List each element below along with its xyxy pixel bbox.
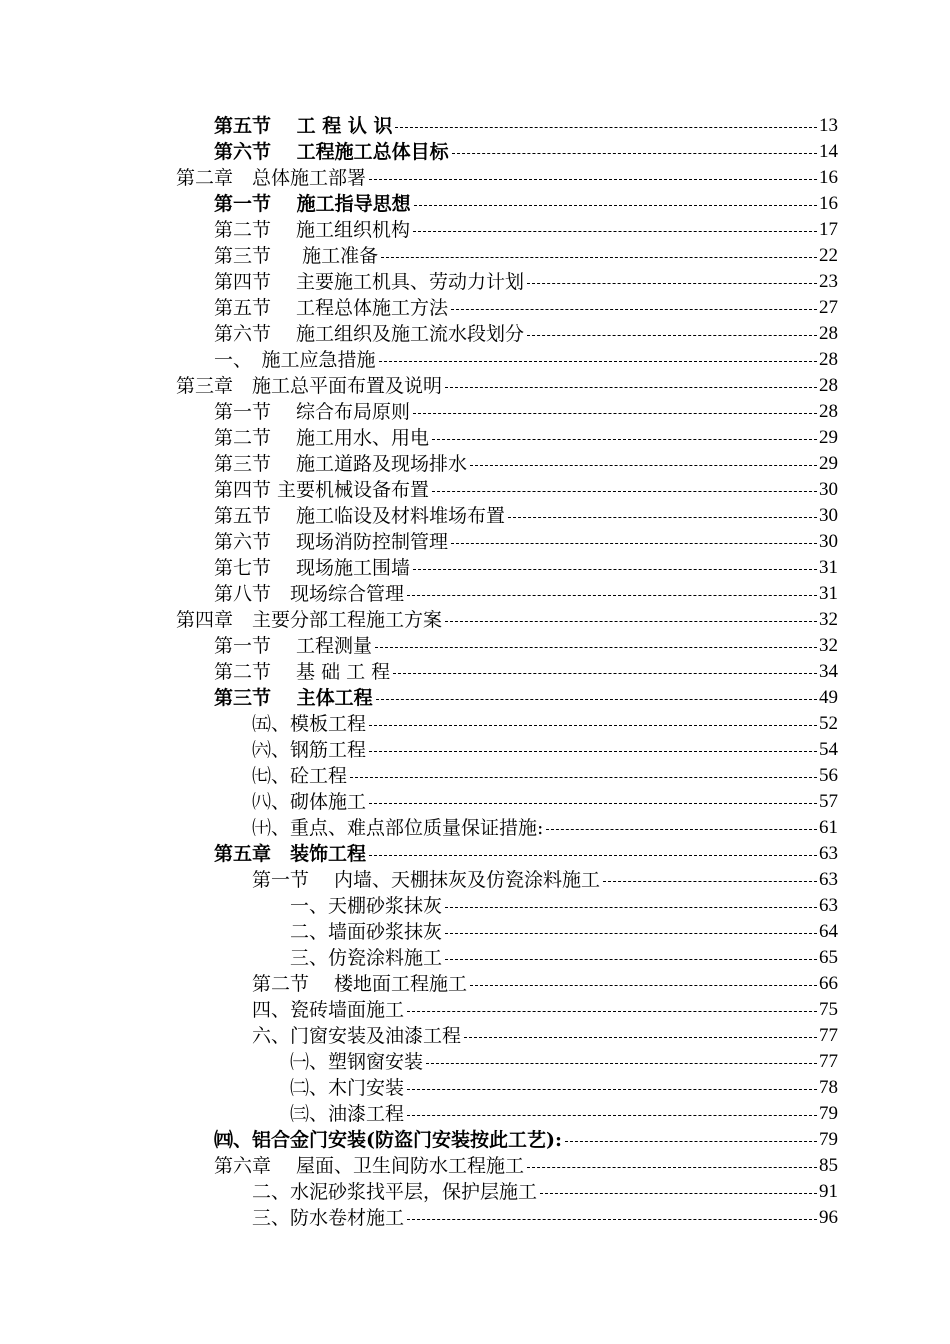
toc-entry-title: 第四章 主要分部工程施工方案 [176,609,443,631]
toc-entry-page-number: 16 [819,193,838,214]
toc-entry[interactable] [0,217,838,243]
toc-entry-page-number: 65 [819,947,838,968]
toc-entry-page-number: 29 [819,453,838,474]
toc-entry[interactable] [0,685,838,711]
toc-entry-page-number: 64 [819,921,838,942]
toc-entry-page-number: 14 [819,141,838,162]
toc-entry[interactable] [0,243,838,269]
toc-entry-page-number: 63 [819,895,838,916]
toc-entry[interactable] [0,295,838,321]
toc-entry[interactable] [0,555,838,581]
toc-entry[interactable] [0,971,838,997]
toc-entry-page-number: 29 [819,427,838,448]
toc-entry-title: ㈢、油漆工程 [290,1103,405,1125]
dotted-leader [452,153,817,154]
dotted-leader [407,1011,817,1012]
toc-entry-title: 第二节 基 础 工 程 [214,661,391,683]
toc-entry-page-number: 79 [819,1129,838,1150]
toc-entry[interactable] [0,607,838,633]
toc-entry[interactable] [0,841,838,867]
toc-entry[interactable] [0,815,838,841]
toc-entry-title: ㈦、砼工程 [252,765,348,787]
dotted-leader [527,1167,817,1168]
dotted-leader [432,491,817,492]
toc-entry[interactable] [0,1101,838,1127]
toc-entry-title: 第三节 主体工程 [214,687,373,709]
toc-entry-page-number: 52 [819,713,838,734]
toc-entry-page-number: 63 [819,869,838,890]
dotted-leader [508,517,817,518]
toc-entry-title: 第八节 现场综合管理 [214,583,405,605]
toc-entry[interactable] [0,1205,838,1231]
toc-entry-title: 第五节 施工临设及材料堆场布置 [214,505,506,527]
toc-entry-page-number: 28 [819,349,838,370]
table-of-contents [0,113,950,1231]
toc-entry-page-number: 75 [819,999,838,1020]
toc-entry[interactable] [0,139,838,165]
toc-entry[interactable] [0,269,838,295]
toc-entry-title: 第四节 主要施工机具、劳动力计划 [214,271,525,293]
toc-entry-title: 第三节 施工准备 [214,245,379,267]
toc-entry-title: 第一节 工程测量 [214,635,373,657]
dotted-leader [414,205,817,206]
dotted-leader [369,725,817,726]
toc-entry-title: 第六节 工程施工总体目标 [214,141,449,163]
toc-entry-page-number: 27 [819,297,838,318]
toc-entry-title: ㈥、钢筋工程 [252,739,367,761]
dotted-leader [451,309,817,310]
toc-entry-page-number: 49 [819,687,838,708]
toc-entry-title: 第二节 施工组织机构 [214,219,411,241]
dotted-leader [451,543,817,544]
dotted-leader [546,829,817,830]
dotted-leader [369,803,817,804]
toc-entry-page-number: 79 [819,1103,838,1124]
dotted-leader [369,855,817,856]
toc-entry[interactable] [0,893,838,919]
dotted-leader [527,283,817,284]
toc-entry[interactable] [0,659,838,685]
toc-entry-title: 第五章 装饰工程 [214,843,367,865]
toc-entry[interactable] [0,165,838,191]
dotted-leader [407,595,817,596]
toc-entry-page-number: 77 [819,1051,838,1072]
toc-entry-page-number: 77 [819,1025,838,1046]
dotted-leader [470,465,817,466]
toc-entry-page-number: 91 [819,1181,838,1202]
toc-entry-page-number: 16 [819,167,838,188]
toc-entry-page-number: 85 [819,1155,838,1176]
toc-entry-title: 第三章 施工总平面布置及说明 [176,375,443,397]
dotted-leader [540,1193,817,1194]
toc-entry-title: ㈠、塑钢窗安装 [290,1051,424,1073]
toc-entry[interactable] [0,1075,838,1101]
toc-entry-title: 第三节 施工道路及现场排水 [214,453,468,475]
toc-entry-page-number: 32 [819,635,838,656]
toc-entry[interactable] [0,867,838,893]
toc-entry-title: 第一节 内墙、天棚抹灰及仿瓷涂料施工 [252,869,601,891]
toc-entry-page-number: 28 [819,401,838,422]
dotted-leader [413,569,817,570]
toc-entry-page-number: 30 [819,479,838,500]
dotted-leader [407,1115,817,1116]
toc-entry-title: ㈣、铝合金门安装(防盗门安装按此工艺): [214,1129,562,1151]
dotted-leader [445,621,817,622]
toc-entry[interactable] [0,997,838,1023]
toc-entry[interactable] [0,581,838,607]
toc-entry[interactable] [0,529,838,555]
toc-entry-title: 第一节 施工指导思想 [214,193,411,215]
toc-entry-title: 第六节 现场消防控制管理 [214,531,449,553]
dotted-leader [375,647,817,648]
toc-entry[interactable] [0,191,838,217]
toc-entry-page-number: 61 [819,817,838,838]
toc-entry-title: 第二章 总体施工部署 [176,167,367,189]
toc-entry[interactable] [0,945,838,971]
toc-entry-page-number: 34 [819,661,838,682]
toc-entry[interactable] [0,113,838,139]
toc-entry-page-number: 28 [819,323,838,344]
dotted-leader [350,777,817,778]
dotted-leader [432,439,817,440]
dotted-leader [407,1219,817,1220]
toc-entry[interactable] [0,919,838,945]
toc-entry-page-number: 31 [819,583,838,604]
dotted-leader [376,699,817,700]
dotted-leader [603,881,817,882]
dotted-leader [445,387,817,388]
dotted-leader [565,1141,817,1142]
toc-entry-title: 三、防水卷材施工 [252,1207,405,1229]
toc-entry[interactable] [0,737,838,763]
dotted-leader [369,179,817,180]
toc-entry-title: 二、墙面砂浆抹灰 [290,921,443,943]
toc-entry-title: 第一节 综合布局原则 [214,401,411,423]
dotted-leader [445,959,817,960]
toc-entry-title: 四、瓷砖墙面施工 [252,999,405,1021]
dotted-leader [470,985,817,986]
toc-entry[interactable] [0,763,838,789]
dotted-leader [464,1037,817,1038]
toc-entry[interactable] [0,477,838,503]
toc-entry[interactable] [0,1179,838,1205]
toc-entry-page-number: 63 [819,843,838,864]
toc-entry-title: 三、仿瓷涂料施工 [290,947,443,969]
toc-entry-title: 第六节 施工组织及施工流水段划分 [214,323,525,345]
dotted-leader [379,361,817,362]
toc-entry-title: 第六章 屋面、卫生间防水工程施工 [214,1155,525,1177]
toc-entry[interactable] [0,1049,838,1075]
toc-entry-title: 第七节 现场施工围墙 [214,557,411,579]
toc-entry-title: 第四节 主要机械设备布置 [214,479,430,501]
toc-entry-title: 第五节 工 程 认 识 [214,115,393,137]
toc-entry-page-number: 30 [819,505,838,526]
dotted-leader [426,1063,817,1064]
toc-entry[interactable] [0,399,838,425]
toc-entry[interactable] [0,1023,838,1049]
toc-entry[interactable] [0,451,838,477]
toc-entry-title: ㈤、模板工程 [252,713,367,735]
toc-entry-page-number: 30 [819,531,838,552]
dotted-leader [445,907,817,908]
toc-entry-title: 一、 施工应急措施 [214,349,376,371]
toc-entry-title: 第五节 工程总体施工方法 [214,297,449,319]
toc-entry[interactable] [0,711,838,737]
dotted-leader [369,751,817,752]
toc-entry-title: 二、水泥砂浆找平层，保护层施工 [252,1181,538,1203]
toc-entry-page-number: 54 [819,739,838,760]
dotted-leader [381,257,817,258]
toc-entry-page-number: 28 [819,375,838,396]
dotted-leader [445,933,817,934]
toc-entry-title: 第二节 楼地面工程施工 [252,973,468,995]
toc-entry-title: ㈧、砌体施工 [252,791,367,813]
toc-entry[interactable] [0,321,838,347]
dotted-leader [395,127,817,128]
toc-entry[interactable] [0,1127,838,1153]
dotted-leader [413,413,817,414]
dotted-leader [407,1089,817,1090]
toc-entry-title: 第二节 施工用水、用电 [214,427,430,449]
toc-entry-page-number: 32 [819,609,838,630]
toc-entry-page-number: 56 [819,765,838,786]
toc-entry-page-number: 57 [819,791,838,812]
toc-entry-title: ㈩、重点、难点部位质量保证措施: [252,817,544,839]
toc-entry[interactable] [0,789,838,815]
toc-entry[interactable] [0,1153,838,1179]
toc-entry-page-number: 13 [819,115,838,136]
toc-entry-title: 六、门窗安装及油漆工程 [252,1025,462,1047]
toc-entry-page-number: 23 [819,271,838,292]
dotted-leader [527,335,817,336]
toc-entry-page-number: 17 [819,219,838,240]
dotted-leader [413,231,817,232]
toc-entry[interactable] [0,373,838,399]
toc-entry-page-number: 31 [819,557,838,578]
toc-entry-page-number: 78 [819,1077,838,1098]
toc-entry-title: ㈡、木门安装 [290,1077,405,1099]
dotted-leader [393,673,817,674]
toc-entry[interactable] [0,503,838,529]
toc-entry[interactable] [0,347,838,373]
toc-entry[interactable] [0,633,838,659]
toc-entry-page-number: 96 [819,1207,838,1228]
toc-entry-page-number: 66 [819,973,838,994]
toc-entry-title: 一、天棚砂浆抹灰 [290,895,443,917]
toc-entry-page-number: 22 [819,245,838,266]
toc-entry[interactable] [0,425,838,451]
